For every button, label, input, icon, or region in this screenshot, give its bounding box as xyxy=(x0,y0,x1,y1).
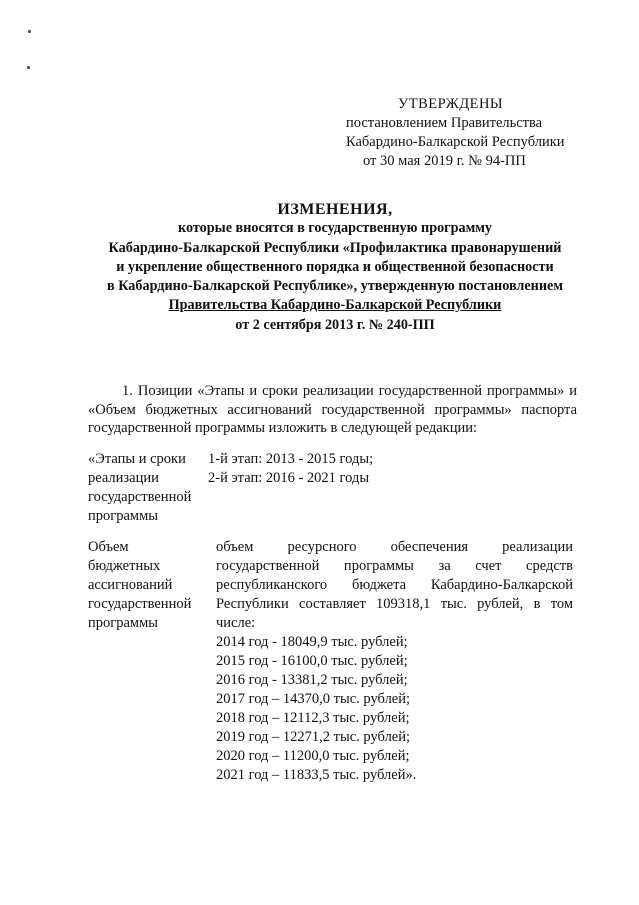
budget-label xyxy=(88,538,208,633)
budget-text: объем ресурсного обеспечения реализации государственной программы за счет средств республиканского бюджета Кабардино-Балкарской Республики составляет 109318,1 тыс. рублей, в том числе: xyxy=(216,539,573,631)
approval-line: от 30 мая 2019 г. № 94-ПП xyxy=(363,153,526,169)
approval-heading: УТВЕРЖДЕНЫ xyxy=(398,96,504,112)
budget-year: 2017 год – 14370,0 тыс. рублей; xyxy=(216,691,411,707)
budget-year: 2015 год - 16100,0 тыс. рублей; xyxy=(216,653,408,669)
amendment-paragraph: 1. Позиции «Этапы и сроки реализации государственной программы» и «Объем бюджетных ассигнований государственной программы» паспорта государственной программы изложить в следующей редакции: xyxy=(88,383,577,436)
budget-year: 2020 год – 11200,0 тыс. рублей; xyxy=(216,748,410,764)
document-title xyxy=(50,200,620,335)
budget-value xyxy=(216,538,573,785)
approval-line: Кабардино-Балкарской Республики xyxy=(346,134,565,150)
label-line: «Этапы и сроки xyxy=(88,451,186,467)
scan-mark xyxy=(27,66,30,69)
title-line: Кабардино-Балкарской Республики «Профилактика правонарушений xyxy=(108,239,562,256)
label-line: Объем xyxy=(88,539,129,555)
label-line: реализации xyxy=(88,470,159,486)
title-line: которые вносятся в государственную программу xyxy=(177,220,493,237)
stages-label xyxy=(88,450,208,526)
approval-line: постановлением Правительства xyxy=(346,115,543,131)
label-line: государственной xyxy=(88,489,192,505)
label-line: ассигнований xyxy=(88,577,173,593)
stages-value xyxy=(208,450,508,488)
title-line: и укрепление общественного порядка и общественной безопасности xyxy=(116,258,554,275)
label-line: программы xyxy=(88,508,158,524)
label-line: программы xyxy=(88,615,158,631)
budget-year: 2019 год – 12271,2 тыс. рублей; xyxy=(216,729,411,745)
budget-year: 2021 год – 11833,5 тыс. рублей». xyxy=(216,767,417,783)
title-line: от 2 сентября 2013 г. № 240-ПП xyxy=(235,316,435,333)
scan-mark xyxy=(28,30,31,33)
budget-year: 2018 год – 12112,3 тыс. рублей; xyxy=(216,710,410,726)
title-line: Правительства Кабардино-Балкарской Республики xyxy=(168,297,502,314)
label-line: бюджетных xyxy=(88,558,161,574)
title-main: ИЗМЕНЕНИЯ, xyxy=(277,201,393,218)
approval-block xyxy=(336,95,626,171)
budget-year: 2014 год - 18049,9 тыс. рублей; xyxy=(216,634,408,650)
budget-year: 2016 год - 13381,2 тыс. рублей; xyxy=(216,672,408,688)
title-line: в Кабардино-Балкарской Республике», утвержденную постановлением xyxy=(106,278,563,295)
stage-line: 2-й этап: 2016 - 2021 годы xyxy=(208,470,370,486)
label-line: государственной xyxy=(88,596,192,612)
stage-line: 1-й этап: 2013 - 2015 годы; xyxy=(208,451,374,467)
